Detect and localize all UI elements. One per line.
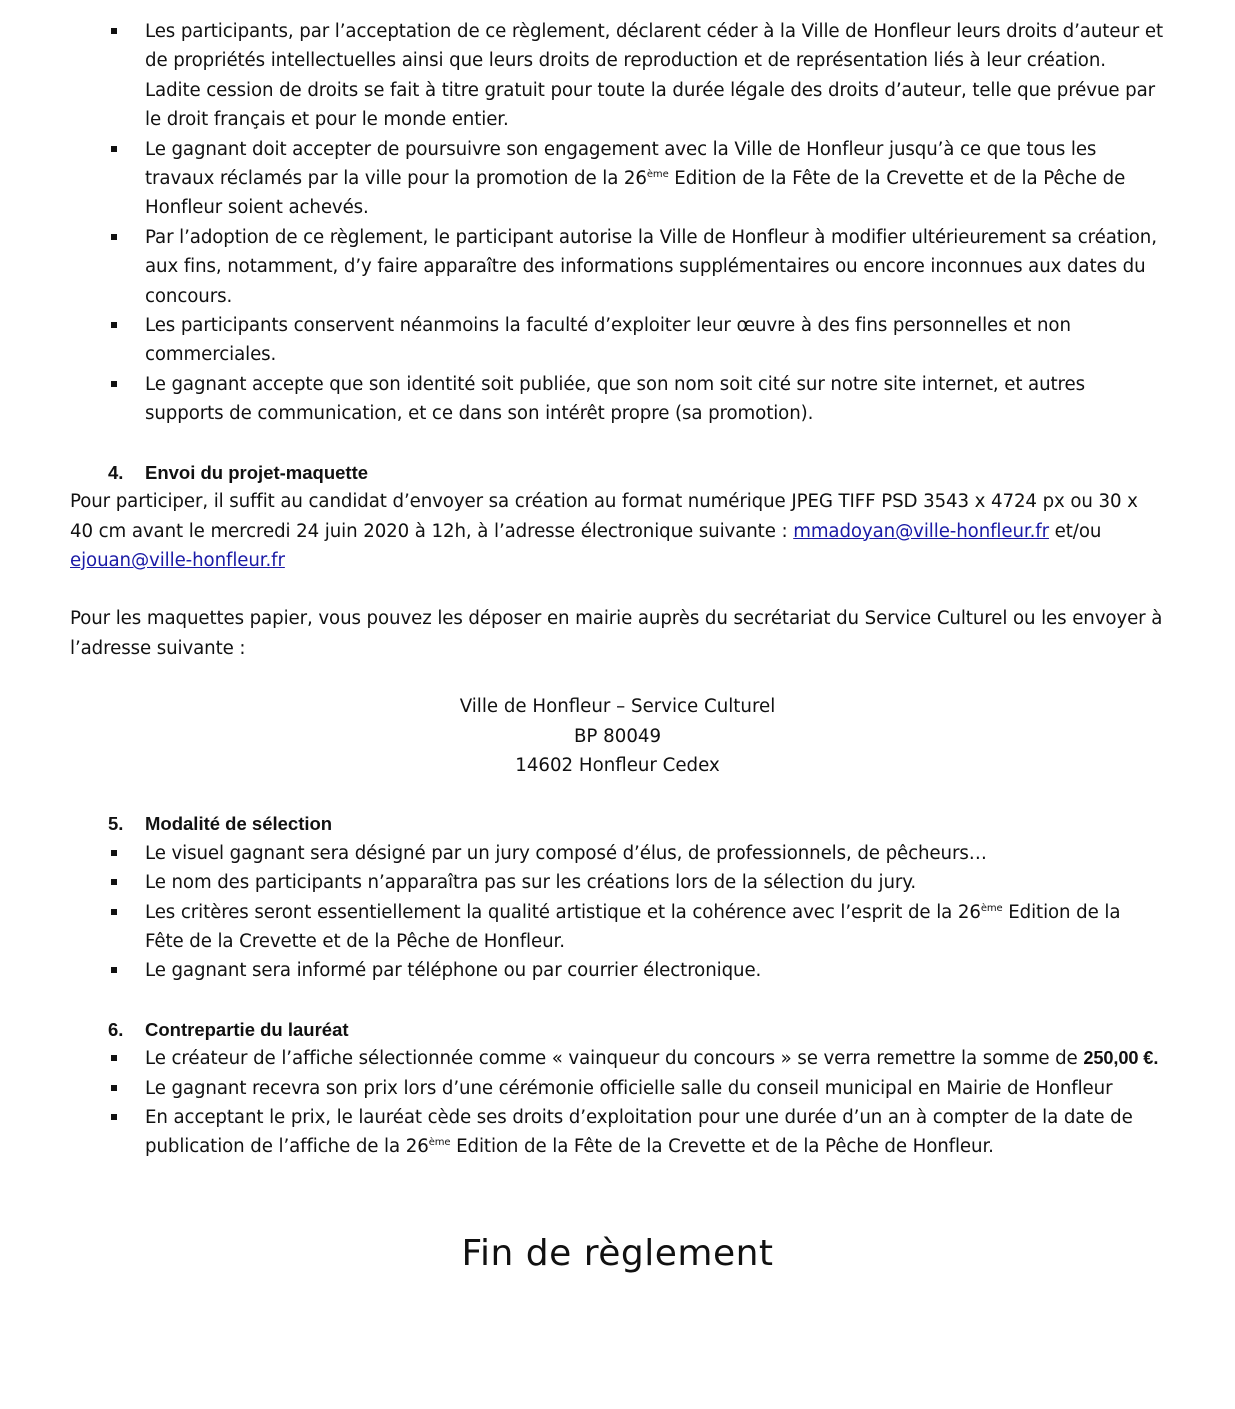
section-number: 4. (108, 461, 124, 483)
address-line: BP 80049 (573, 725, 662, 747)
list-item (0, 311, 1235, 370)
superscript: ème (646, 169, 669, 181)
list-item-text: Le créateur de l’affiche sélectionnée comme « vainqueur du concours » se verra remettre la somme de (145, 1048, 1084, 1070)
email-link[interactable]: ejouan@ville-honfleur.fr (70, 549, 285, 571)
address-line: 14602 Honfleur Cedex (515, 754, 720, 776)
list-item (0, 868, 1235, 897)
end-of-rules-title: Fin de règlement (461, 1232, 774, 1274)
list-item-text: Le gagnant accepte que son identité soit publiée, que son nom soit cité sur notre site internet, et autres supports de communication, et ce dans son intérêt propre (sa promotion). (145, 373, 1085, 425)
list-item (0, 1103, 1235, 1162)
list-item-text: Edition de la Fête de la Crevette et de la Pêche de Honfleur. (145, 901, 1121, 952)
list-item-text: Le visuel gagnant sera désigné par un jury composé d’élus, de professionnels, de pêcheurs… (145, 842, 987, 864)
submission-paragraph (0, 487, 1235, 575)
list-item (0, 135, 1235, 223)
paragraph-text: Pour participer, il suffit au candidat d’envoyer sa création au format numérique JPEG TIFF PSD 3543 x 4724 px ou 30 x 40 cm avant le mercredi 24 juin 2020 à 12h, à l’adresse électronique suivante : (70, 491, 1138, 542)
list-item-text: Edition de la Fête de la Crevette et de la Pêche de Honfleur soient achevés. (145, 168, 1126, 219)
postal-address (0, 692, 1235, 780)
section-number: 6. (108, 1018, 124, 1040)
section-title: Contrepartie du lauréat (145, 1018, 349, 1040)
list-item-text: Par l’adoption de ce règlement, le participant autorise la Ville de Honfleur à modifier ultérieurement sa création, aux fins, notamment, d’y faire apparaître des informations supplémentaires ou encore inconnues aux dates du concours. (145, 226, 1157, 307)
superscript: ème (428, 1137, 451, 1149)
section-title: Modalité de sélection (145, 813, 333, 835)
list-item-text: Les participants conservent néanmoins la faculté d’exploiter leur œuvre à des fins personnelles et non commerciales. (145, 315, 1071, 366)
list-item-text: En acceptant le prix, le lauréat cède ses droits d’exploitation pour une durée d’un an à compter de la date de publication de l’affiche de la 26 (145, 1107, 1133, 1158)
list-item (0, 956, 1235, 985)
section-heading (0, 1015, 1235, 1044)
list-item-text: Le nom des participants n’apparaîtra pas sur les créations lors de la sélection du jury. (145, 872, 917, 894)
prize-list (0, 1044, 1235, 1162)
list-item (0, 898, 1235, 957)
email-link[interactable]: mmadoyan@ville-honfleur.fr (793, 520, 1049, 542)
list-item (0, 17, 1235, 135)
section-number: 5. (108, 813, 124, 835)
list-item-text: Le gagnant doit accepter de poursuivre son engagement avec la Ville de Honfleur jusqu’à ce que tous les travaux réclamés par la ville pour la promotion de la 26 (145, 138, 1097, 190)
list-item-text: Edition de la Fête de la Crevette et de la Pêche de Honfleur. (450, 1136, 994, 1158)
prize-amount: 250,00 €. (1083, 1048, 1159, 1069)
section-heading (0, 809, 1235, 838)
list-item (0, 223, 1235, 311)
list-item-text: Le gagnant recevra son prix lors d’une cérémonie officielle salle du conseil municipal en Mairie de Honfleur (145, 1077, 1113, 1099)
list-item (0, 1074, 1235, 1103)
rights-list (0, 17, 1235, 429)
section-title: Envoi du projet-maquette (145, 461, 369, 483)
list-item (0, 1044, 1235, 1073)
list-item-text: Le gagnant sera informé par téléphone ou par courrier électronique. (145, 960, 762, 982)
list-item (0, 370, 1235, 429)
list-item-text: Les participants, par l’acceptation de ce règlement, déclarent céder à la Ville de Honfleur leurs droits d’auteur et de propriétés intellectuelles ainsi que leurs droits de reproduction et de représentation liés à leur création. Ladite cession de droits se fait à titre gratuit pour toute la durée légale des droits d’auteur, telle que prévue par le droit français et pour le monde entier. (145, 21, 1163, 131)
connector-text: et/ou (1048, 520, 1102, 542)
list-item (0, 839, 1235, 868)
address-line: Ville de Honfleur – Service Culturel (459, 696, 776, 718)
section-heading (0, 458, 1235, 487)
paper-submission-paragraph: Pour les maquettes papier, vous pouvez les déposer en mairie auprès du secrétariat du Service Culturel ou les envoyer à l’adresse suivante : (70, 608, 1163, 659)
selection-list (0, 839, 1235, 986)
list-item-text: Les critères seront essentiellement la qualité artistique et la cohérence avec l’esprit de la 26 (145, 901, 981, 923)
superscript: ème (980, 902, 1003, 914)
